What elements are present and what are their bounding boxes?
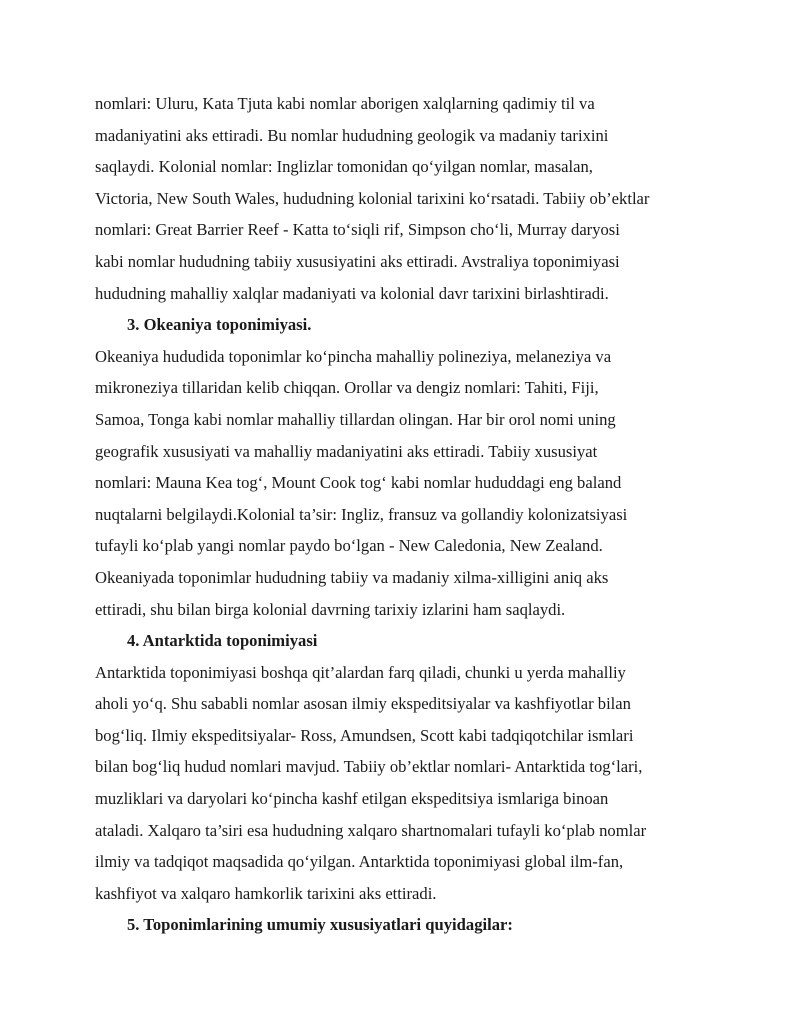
text-line: hududning mahalliy xalqlar madaniyati va kolonial davr tarixini birlashtiradi. bbox=[95, 283, 609, 303]
text-line: nomlari: Mauna Kea tog‘, Mount Cook tog‘ kabi nomlar hududdagi eng baland bbox=[95, 473, 622, 493]
text-line: mikroneziya tillaridan kelib chiqqan. Orollar va dengiz nomlari: Tahiti, Fiji, bbox=[95, 378, 599, 398]
text-line: madaniyatini aks ettiradi. Bu nomlar hududning geologik va madaniy tarixini bbox=[95, 125, 609, 145]
text-line: ettiradi, shu bilan birga kolonial davrning tarixiy izlarini ham saqlaydi. bbox=[95, 599, 566, 619]
text-line: kashfiyot va xalqaro hamkorlik tarixini aks ettiradi. bbox=[95, 883, 437, 903]
common-features-heading: 5. Toponimlarining umumiy xususiyatlari quyidagilar: bbox=[127, 915, 513, 935]
text-line: geografik xususiyati va mahalliy madaniyatini aks ettiradi. Tabiiy xususiyat bbox=[95, 441, 598, 461]
text-line: nuqtalarni belgilaydi.Kolonial ta’sir: Ingliz, fransuz va gollandiy kolonizatsiyasi bbox=[95, 504, 628, 524]
text-line: Antarktida toponimiyasi boshqa qit’alardan farq qiladi, chunki u yerda mahalliy bbox=[95, 662, 626, 682]
text-line: muzliklari va daryolari ko‘pincha kashf etilgan ekspeditsiya ismlariga binoan bbox=[95, 789, 609, 809]
oceania-heading: 3. Okeaniya toponimiyasi. bbox=[127, 315, 312, 335]
antarctica-paragraph bbox=[95, 657, 710, 910]
text-line: bog‘liq. Ilmiy ekspeditsiyalar- Ross, Amundsen, Scott kabi tadqiqotchilar ismlari bbox=[95, 725, 634, 745]
australia-paragraph bbox=[95, 88, 710, 309]
text-line: aholi yo‘q. Shu sababli nomlar asosan ilmiy ekspeditsiyalar va kashfiyotlar bilan bbox=[95, 694, 631, 714]
text-line: ilmiy va tadqiqot maqsadida qo‘yilgan. Antarktida toponimiyasi global ilm-fan, bbox=[95, 852, 624, 872]
text-line: nomlari: Great Barrier Reef - Katta to‘siqli rif, Simpson cho‘li, Murray daryosi bbox=[95, 220, 620, 240]
document-page bbox=[95, 88, 710, 941]
text-line: Okeaniyada toponimlar hududning tabiiy va madaniy xilma-xilligini aniq aks bbox=[95, 567, 609, 587]
antarctica-heading: 4. Antarktida toponimiyasi bbox=[127, 631, 318, 651]
oceania-paragraph bbox=[95, 341, 710, 625]
text-line: saqlaydi. Kolonial nomlar: Inglizlar tomonidan qo‘yilgan nomlar, masalan, bbox=[95, 157, 593, 177]
text-line: kabi nomlar hududning tabiiy xususiyatini aks ettiradi. Avstraliya toponimiyasi bbox=[95, 251, 620, 271]
text-line: Okeaniya hududida toponimlar ko‘pincha mahalliy polineziya, melaneziya va bbox=[95, 346, 612, 366]
text-line: nomlari: Uluru, Kata Tjuta kabi nomlar aborigen xalqlarning qadimiy til va bbox=[95, 94, 595, 113]
text-line: Victoria, New South Wales, hududning kolonial tarixini ko‘rsatadi. Tabiiy ob’ektlar bbox=[95, 188, 650, 208]
text-line: bilan bog‘liq hudud nomlari mavjud. Tabiiy ob’ektlar nomlari- Antarktida tog‘lari, bbox=[95, 757, 643, 777]
text-line: ataladi. Xalqaro ta’siri esa hududning xalqaro shartnomalari tufayli ko‘plab nomlar bbox=[95, 820, 647, 840]
text-line: Samoa, Tonga kabi nomlar mahalliy tillardan olingan. Har bir orol nomi uning bbox=[95, 409, 616, 429]
text-line: tufayli ko‘plab yangi nomlar paydo bo‘lgan - New Caledonia, New Zealand. bbox=[95, 536, 603, 556]
